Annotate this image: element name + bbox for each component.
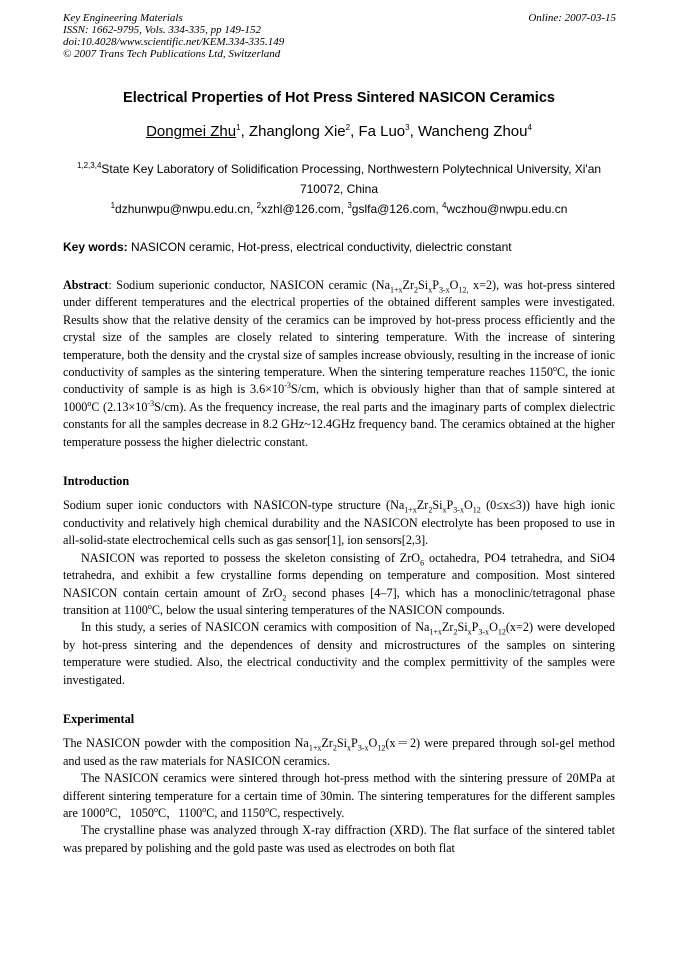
paragraph: The NASICON ceramics were sintered through hot-press method with the sintering pressure of 20MPa at different sintering temperature for a certain time of 30min. The sintering temperatures for the different samples are 1000$^o$C，1050$^o$C，1100$^o$C, and 1150$^o$C, respectively. [63,771,615,820]
journal-header [63,12,284,60]
paragraph: The crystalline phase was analyzed through X-ray diffraction (XRD). The flat surface of the sintered tablet was prepared by polishing and the gold paste was used as electrodes on both flat [63,823,615,855]
copyright-line: © 2007 Trans Tech Publications Ltd, Switzerland [63,48,281,60]
journal-name: Key Engineering Materials [63,12,183,24]
paragraph: Sodium super ionic conductors with NASICON-type structure ($Na_{1+x}Zr_2Si_xP_{3-x}O_{12}$ (0≤x≤3)) have high ionic conductivity and relatively high chemical durability and the NASICON electrolyte has been proposed to use in all-solid-state electrochemical cells such as gas sensor[1], ion sensors[2,3]. [63,498,615,548]
email: wczhou@nwpu.edu.cn [446,202,568,216]
keywords-text: NASICON ceramic, Hot-press, electrical conductivity, dielectric constant [131,240,512,254]
author-index: 3 [405,123,410,132]
paragraph: In this study, a series of NASICON ceramics with composition of $Na_{1+x}Zr_2Si_xP_{3-x}O_{12}(x=2)$ were developed by hot-press sintering and the dependences of density and microstructures of the samples on sintering temperature were studied. Also, the electrical conductivity and the complex permittivity of the samples were investigated. [63,620,615,687]
abstract: Abstract: Sodium superionic conductor, NASICON ceramic ($Na_{1+x}Zr_2Si_xP_{3-x}O_{12,}$ x=2), was hot-press sintered under different temperatures and the electrical properties of the obtained different samples were investigated. Results show that the relative density of the ceramics can be improved by hot-press process efficiently and the crystal size of the samples are closely related to sintering temperature. With the increase of sintering temperature, both the density and the crystal size of samples increase obviously, resulting in the increase of ionic conductivity of samples as the sintering temperature. When the sintering temperature reaches 1150$^o$C, the ionic conductivity of sample is as high is $3.6\times 10^{-3}S/cm$, which is obviously higher than that of sample sintered at 1000$^o$C $(2.13\times 10^{-3}S/cm)$. As the frequency increase, the real parts and the imaginary parts of complex dielectric constants for all the samples decrease in 8.2 GHz~12.4GHz frequency band. The ceramics obtained at the higher temperature possess the higher dielectric constant. [63,278,616,449]
author-name: Fa Luo [358,123,406,140]
email-index: 3 [347,201,352,210]
affiliation-line: State Key Laboratory of Solidification Processing, Northwestern Polytechnical University, Xi'an [101,162,602,176]
paragraph: The NASICON powder with the composition $Na_{1+x}Zr_2Si_xP_{3-x}O_{12}(x=2)$ were prepared through sol-gel method and used as the raw materials for NASICON ceramics. [63,736,615,768]
email-index: 2 [256,201,262,210]
section-heading-introduction: Introduction [63,474,130,489]
author-emails [0,202,678,216]
doi-line: doi:10.4028/www.scientific.net/KEM.334-335.149 [63,36,285,48]
author-index: 4 [527,123,532,132]
affiliation [62,159,616,199]
keywords [63,240,617,254]
section-heading-experimental: Experimental [63,711,135,726]
email-index: 4 [442,201,447,210]
keywords-label: Key words: [63,240,128,254]
author-index: 1 [236,123,241,132]
author-name: Zhanglong Xie [248,123,346,140]
author-name: Dongmei Zhu [146,123,237,140]
email: dzhunwpu@nwpu.edu.cn, [115,202,257,216]
paragraph: NASICON was reported to possess the skeleton consisting of ZrO$_6$ octahedra, PO4 tetrahedra, and SiO4 tetrahedra, and exhibit a few crystalline forms depending on temperature and composition. Most sintered NASICON contain certain amount of ZrO$_2$ second phases [4–7], which has a monoclinic/tetragonal phase transition at 1100$^o$C, below the usual sintering temperatures of the NASICON compounds. [63,550,615,617]
email-index: 1 [110,201,116,210]
author-name: Wancheng Zhou [417,123,528,140]
paper-title: Electrical Properties of Hot Press Sintered NASICON Ceramics [123,90,555,106]
author-index: 2 [345,123,351,132]
paper-body [63,277,615,857]
abstract-label: Abstract [63,278,109,292]
affiliation-line: 710072, China [299,182,379,196]
email: xzhl@126.com, [261,202,348,216]
email: gslfa@126.com, [351,202,443,216]
affiliation-index: 1,2,3,4 [76,161,102,170]
issn-line: ISSN: 1662-9795, Vols. 334-335, pp 149-152 [63,24,261,36]
author-list: Dongmei Zhu$^1$, Zhanglong Xie$^2$, Fa Luo$^3$, Wancheng Zhou$^4$ [146,123,532,140]
online-date: Online: 2007-03-15 [528,12,616,24]
